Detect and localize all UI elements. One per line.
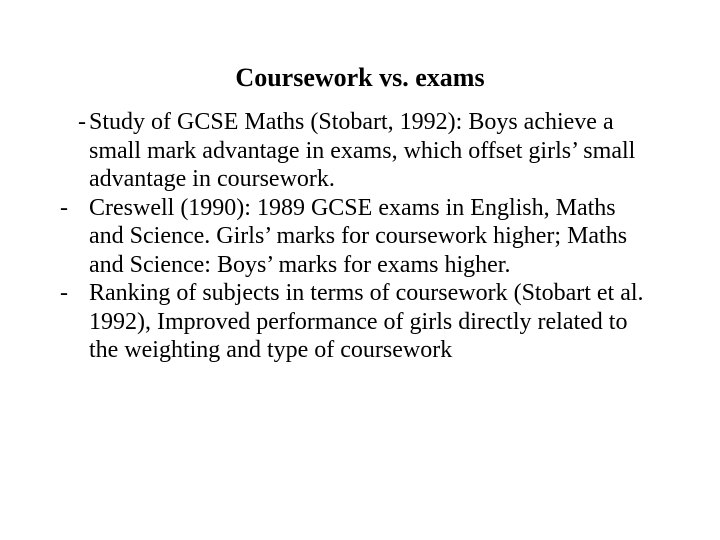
bullet-marker: -: [78, 109, 86, 135]
bullet-text: Creswell (1990): 1989 GCSE exams in English, Maths and Science. Girls’ marks for coursework higher; Maths and Science: Boys’ marks for exams higher.: [89, 194, 628, 278]
bullet-marker: -: [60, 194, 68, 221]
bullet-marker: -: [60, 280, 68, 306]
bullet-list: [0, 108, 720, 365]
bullet-item: [0, 194, 649, 280]
slide-title: Coursework vs. exams: [235, 63, 485, 92]
bullet-item: [0, 108, 649, 194]
bullet-text: Study of GCSE Maths (Stobart, 1992): Boys achieve a small mark advantage in exams, which offset girls’ small advantage in coursework.: [89, 109, 636, 192]
bullet-item: [0, 279, 649, 365]
bullet-text: Ranking of subjects in terms of coursework (Stobart et al. 1992), Improved performance of girls directly related to the weighting and type of coursework: [89, 280, 644, 363]
